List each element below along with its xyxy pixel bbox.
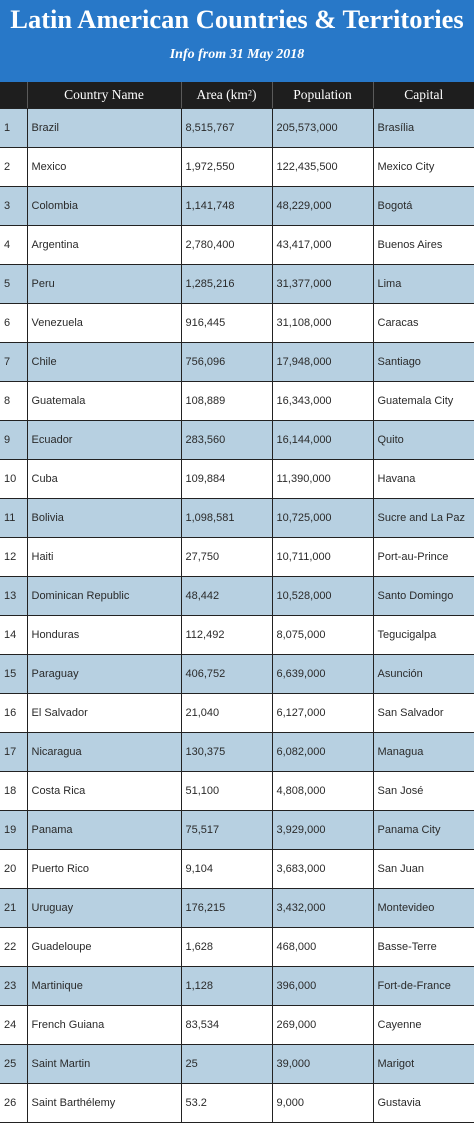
table-row [0,966,474,1005]
table-row [0,888,474,927]
country-cell: Ecuador [27,420,181,459]
rank-cell: 12 [0,537,27,576]
area-cell: 25 [181,1044,272,1083]
table-row [0,537,474,576]
population-cell: 6,082,000 [272,732,373,771]
country-cell: Mexico [27,147,181,186]
area-cell: 48,442 [181,576,272,615]
capital-cell: Tegucigalpa [373,615,474,654]
capital-cell: Montevideo [373,888,474,927]
table-row [0,147,474,186]
table-row [0,576,474,615]
country-cell: Brazil [27,108,181,147]
population-cell: 205,573,000 [272,108,373,147]
country-cell: Haiti [27,537,181,576]
country-cell: Martinique [27,966,181,1005]
capital-cell: Caracas [373,303,474,342]
area-cell: 112,492 [181,615,272,654]
area-cell: 1,628 [181,927,272,966]
table-row [0,225,474,264]
country-cell: Dominican Republic [27,576,181,615]
population-cell: 17,948,000 [272,342,373,381]
column-header-population: Population [272,82,373,108]
capital-cell: Sucre and La Paz [373,498,474,537]
population-cell: 31,377,000 [272,264,373,303]
population-cell: 16,343,000 [272,381,373,420]
country-cell: Panama [27,810,181,849]
rank-cell: 8 [0,381,27,420]
country-cell: Saint Martin [27,1044,181,1083]
table-row [0,342,474,381]
column-header-area: Area (km²) [181,82,272,108]
table-row [0,1005,474,1044]
page-header [0,0,474,82]
country-cell: Honduras [27,615,181,654]
column-header-country: Country Name [27,82,181,108]
area-cell: 1,098,581 [181,498,272,537]
rank-cell: 19 [0,810,27,849]
rank-cell: 1 [0,108,27,147]
column-header-capital: Capital [373,82,474,108]
rank-cell: 6 [0,303,27,342]
table-row [0,927,474,966]
rank-cell: 7 [0,342,27,381]
area-cell: 21,040 [181,693,272,732]
country-cell: Puerto Rico [27,849,181,888]
area-cell: 1,128 [181,966,272,1005]
rank-cell: 26 [0,1083,27,1122]
column-header-index [0,82,27,108]
table-row [0,498,474,537]
area-cell: 756,096 [181,342,272,381]
capital-cell: Fort-de-France [373,966,474,1005]
table-row [0,303,474,342]
rank-cell: 14 [0,615,27,654]
capital-cell: Port-au-Prince [373,537,474,576]
table-row [0,264,474,303]
table-row [0,1044,474,1083]
population-cell: 48,229,000 [272,186,373,225]
capital-cell: Santiago [373,342,474,381]
table-body [0,108,474,1122]
population-cell: 396,000 [272,966,373,1005]
capital-cell: Asunción [373,654,474,693]
area-cell: 108,889 [181,381,272,420]
table-row [0,771,474,810]
population-cell: 39,000 [272,1044,373,1083]
area-cell: 1,141,748 [181,186,272,225]
table-row [0,186,474,225]
area-cell: 9,104 [181,849,272,888]
population-cell: 8,075,000 [272,615,373,654]
capital-cell: Santo Domingo [373,576,474,615]
capital-cell: Quito [373,420,474,459]
rank-cell: 25 [0,1044,27,1083]
country-cell: El Salvador [27,693,181,732]
capital-cell: Bogotá [373,186,474,225]
rank-cell: 16 [0,693,27,732]
capital-cell: Panama City [373,810,474,849]
rank-cell: 9 [0,420,27,459]
capital-cell: Brasília [373,108,474,147]
area-cell: 75,517 [181,810,272,849]
page-subtitle: Info from 31 May 2018 [169,47,305,62]
rank-cell: 2 [0,147,27,186]
country-cell: Chile [27,342,181,381]
rank-cell: 13 [0,576,27,615]
area-cell: 916,445 [181,303,272,342]
area-cell: 130,375 [181,732,272,771]
population-cell: 10,725,000 [272,498,373,537]
table-row [0,381,474,420]
capital-cell: Mexico City [373,147,474,186]
rank-cell: 24 [0,1005,27,1044]
area-cell: 8,515,767 [181,108,272,147]
table-row [0,810,474,849]
population-cell: 3,929,000 [272,810,373,849]
area-cell: 1,285,216 [181,264,272,303]
country-cell: Costa Rica [27,771,181,810]
area-cell: 51,100 [181,771,272,810]
capital-cell: Buenos Aires [373,225,474,264]
rank-cell: 10 [0,459,27,498]
rank-cell: 21 [0,888,27,927]
area-cell: 83,534 [181,1005,272,1044]
capital-cell: Managua [373,732,474,771]
area-cell: 283,560 [181,420,272,459]
rank-cell: 4 [0,225,27,264]
capital-cell: Lima [373,264,474,303]
country-cell: Guadeloupe [27,927,181,966]
country-cell: French Guiana [27,1005,181,1044]
rank-cell: 15 [0,654,27,693]
capital-cell: San Juan [373,849,474,888]
area-cell: 53.2 [181,1083,272,1122]
population-cell: 6,639,000 [272,654,373,693]
rank-cell: 18 [0,771,27,810]
country-cell: Argentina [27,225,181,264]
table-header-row [0,82,474,108]
area-cell: 406,752 [181,654,272,693]
population-cell: 9,000 [272,1083,373,1122]
population-cell: 43,417,000 [272,225,373,264]
rank-cell: 3 [0,186,27,225]
capital-cell: Marigot [373,1044,474,1083]
rank-cell: 5 [0,264,27,303]
table-row [0,615,474,654]
country-cell: Uruguay [27,888,181,927]
table-row [0,693,474,732]
population-cell: 3,432,000 [272,888,373,927]
table-row [0,849,474,888]
country-cell: Peru [27,264,181,303]
countries-table [0,82,474,1123]
country-cell: Venezuela [27,303,181,342]
population-cell: 31,108,000 [272,303,373,342]
table-row [0,1083,474,1122]
area-cell: 1,972,550 [181,147,272,186]
table-row [0,732,474,771]
population-cell: 10,528,000 [272,576,373,615]
country-cell: Cuba [27,459,181,498]
country-cell: Nicaragua [27,732,181,771]
rank-cell: 11 [0,498,27,537]
population-cell: 6,127,000 [272,693,373,732]
capital-cell: Basse-Terre [373,927,474,966]
population-cell: 269,000 [272,1005,373,1044]
population-cell: 3,683,000 [272,849,373,888]
area-cell: 27,750 [181,537,272,576]
population-cell: 4,808,000 [272,771,373,810]
population-cell: 468,000 [272,927,373,966]
rank-cell: 23 [0,966,27,1005]
population-cell: 10,711,000 [272,537,373,576]
table-row [0,654,474,693]
capital-cell: San José [373,771,474,810]
country-cell: Guatemala [27,381,181,420]
area-cell: 109,884 [181,459,272,498]
table-row [0,459,474,498]
table-row [0,420,474,459]
country-cell: Colombia [27,186,181,225]
country-cell: Saint Barthélemy [27,1083,181,1122]
table-row [0,108,474,147]
capital-cell: Guatemala City [373,381,474,420]
population-cell: 11,390,000 [272,459,373,498]
rank-cell: 22 [0,927,27,966]
capital-cell: San Salvador [373,693,474,732]
capital-cell: Cayenne [373,1005,474,1044]
country-cell: Bolivia [27,498,181,537]
population-cell: 16,144,000 [272,420,373,459]
capital-cell: Havana [373,459,474,498]
population-cell: 122,435,500 [272,147,373,186]
country-cell: Paraguay [27,654,181,693]
capital-cell: Gustavia [373,1083,474,1122]
rank-cell: 17 [0,732,27,771]
rank-cell: 20 [0,849,27,888]
area-cell: 176,215 [181,888,272,927]
page-title: Latin American Countries & Territories [10,4,464,34]
area-cell: 2,780,400 [181,225,272,264]
